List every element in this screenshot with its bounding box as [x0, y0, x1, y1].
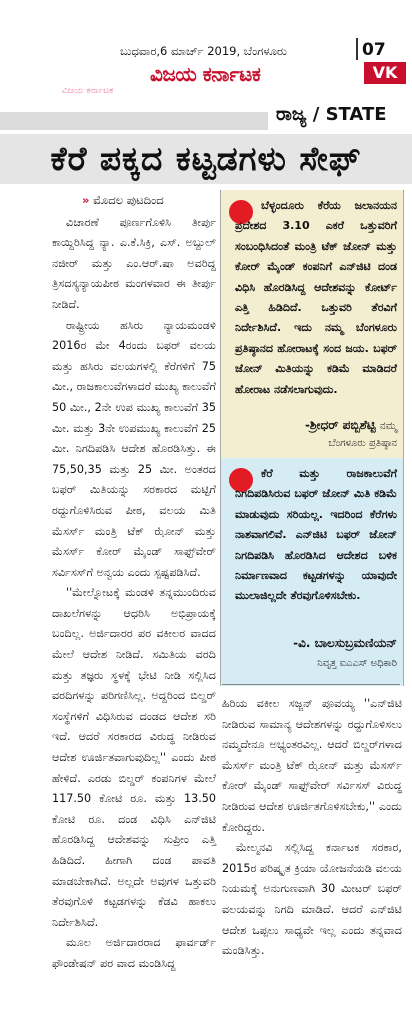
quote-author: -ಶ್ರೀಧರ್ ಪಬ್ಬಿಶೆಟ್ಟಿ — [304, 418, 376, 432]
quote-text: ಕೆರೆ ಮತ್ತು ರಾಜಕಾಲುವೆಗೆ ನಿಗದಿಪಡಿಸಿರುವ ಬಫರ್ ಜೋನ್ ಮಿತಿ ಕಡಿಮೆ ಮಾಡುವುದು ಸರಿಯಲ್ಲ. ಇದರಿಂದ ಕೆರೆಗಳು ನಾಶವಾಗಲಿವೆ. ಎನ್‌ಜಿಟಿ ಬಫರ್ ಜೋನ್ ನಿಗದಿಪಡಿಸಿ ಹೊರಡಿಸಿದ ಆದೇಶದ ಬಳಿಕ ನಿರ್ಮಾಣವಾದ ಕಟ್ಟಡಗಳನ್ನು ಯಾವುದೇ ಮುಲಾಜಿಲ್ಲದೇ ತೆರವುಗೊಳಿಸಬೇಕು. — [235, 467, 397, 603]
section-label: ರಾಜ್ಯ / STATE — [276, 104, 387, 125]
box-divider — [222, 684, 400, 685]
paragraph: ಹಿರಿಯ ವಕೀಲ ಸಜ್ಜನ್ ಪೂವಯ್ಯ ''ಎನ್‌ಜಿಟಿ ನೀಡಿರುವ ಸಾಮಾನ್ಯ ಆದೇಶಗಳನ್ನು ರದ್ದುಗೊಳಿಸಲು ನಮ್ಮದೇನೂ ಅಭ್ಯಂತರವಿಲ್ಲ. ಆದರೆ ಬಿಲ್ಡರ್‌ಗಳಾದ ಮೆಸರ್ಸ್ ಮಂತ್ರಿ ಟೆಕ್ ಝೋನ್ ಮತ್ತು ಮೆಸರ್ಸ್ ಕೋರ್ ಮೈಂಡ್ ಸಾಫ್ಟ್‌ವೇರ್ ಸರ್ವಿಸಸ್ ವಿರುದ್ಧ ನೀಡಿರುವ ಆದೇಶ ಊರ್ಜಿತಗೊಳಿಸಬೇಕು,'' ಎಂದು ಕೋರಿದ್ದರು. — [222, 697, 402, 834]
quote-byline: -ವಿ. ಬಾಲಸುಬ್ರಮಣಿಯನ್ — [293, 636, 397, 650]
continued-from-text: ಮೊದಲ ಪುಟದಿಂದ — [93, 193, 164, 207]
continued-marker: » — [82, 193, 90, 207]
masthead-logo: ವಿಜಯ ಕರ್ನಾಟಕ — [150, 62, 261, 86]
quote-author-suffix: ನಮ್ಮ — [379, 420, 397, 432]
paragraph: ರಾಷ್ಟ್ರೀಯ ಹಸಿರು ನ್ಯಾಯಮಂಡಳಿ 2016ರ ಮೇ 4ರಂದು ಬಫರ್ ವಲಯ ಮತ್ತು ಹಸಿರು ವಲಯಗಳಲ್ಲಿ ಕೆರೆಗಳಿಗೆ 75 ಮೀ., ರಾಜಕಾಲುವೆಗಳಾದರೆ ಮುಖ್ಯ ಕಾಲುವೆಗೆ 50 ಮೀ., 2ನೇ ಉಪ ಮುಖ್ಯ ಕಾಲುವೆಗೆ 35 ಮೀ. ಮತ್ತು 3ನೇ ಉಪಮುಖ್ಯ ಕಾಲುವೆಗೆ 25 ಮೀ. ನಿಗದಿಪಡಿಸಿ ಆದೇಶ ಹೊರಡಿಸಿತ್ತು. ಈ 75,50,35 ಮತ್ತು 25 ಮೀ. ಅಂತರದ ಬಫರ್ ಮಿತಿಯನ್ನು ಸರಕಾರದ ಮಟ್ಟಿಗೆ ರದ್ದುಗೊಳಿಸಿರುವ ಪೀಠ, ವಲಯ ಮಿತಿ ಮೆಸರ್ಸ್ ಮಂತ್ರಿ ಟೆಕ್ ಝೋನ್ ಮತ್ತು ಮೆಸರ್ಸ್ ಕೋರ್ ಮೈಂಡ್ ಸಾಫ್ಟ್‌ವೇರ್ ಸರ್ವಿಸಸ್‌ಗೆ ಅನ್ವಯ ಎಂದು ಸ್ಪಷ್ಟಪಡಿಸಿದೆ. — [52, 318, 216, 579]
paragraph: ವಿಚಾರಣೆ ಪೂರ್ಣಗೊಳಿಸಿ ತೀರ್ಪು ಕಾಯ್ದಿರಿಸಿದ್ದ ನ್ಯಾ. ಎ.ಕೆ.ಸಿಕ್ರಿ, ಎಸ್. ಅಬ್ದುಲ್ ನಜೀರ್ ಮತ್ತು ಎಂ.ಆರ್.ಷಾ ಅವರಿದ್ದ ತ್ರಿಸದಸ್ಯನ್ಯಾಯಪೀಠ ಮಂಗಳವಾರ ಈ ತೀರ್ಪು ನೀಡಿದೆ. — [52, 215, 216, 311]
headline: ಕೆರೆ ಪಕ್ಕದ ಕಟ್ಟಡಗಳು ಸೇಫ್ — [0, 134, 412, 184]
watermark: ವಿಜಯ ಕರ್ನಾಟಕ — [62, 86, 114, 96]
continued-from — [82, 190, 216, 211]
article-column-1 — [52, 188, 216, 975]
paragraph: ಮೂಲ ಅರ್ಜಿದಾರರಾದ ಫಾರ್ವರ್ಡ್ ಫೌಂಡೇಷನ್ ಪರ ವಾದ ಮಂಡಿಸಿದ್ದ — [52, 936, 216, 970]
quote-byline — [235, 418, 397, 433]
vk-logo-badge: VK — [364, 62, 406, 84]
quote-role: ಬೆಂಗಳೂರು ಪ್ರತಿಷ್ಠಾನ — [328, 438, 397, 449]
section-bar — [0, 112, 268, 130]
paragraph: ''ಮೇಲ್ನೋಟಕ್ಕೆ ಮಂಡಳಿ ತನ್ನಮುಂದಿರುವ ದಾಖಲೆಗಳನ್ನು ಆಧರಿಸಿ ಅಭಿಪ್ರಾಯಕ್ಕೆ ಬಂದಿಲ್ಲ. ಅರ್ಜಿದಾರರ ಪರ ವಕೀಲರ ವಾದದ ಮೇಲೆ ಆದೇಶ ನೀಡಿದೆ. ಸಮಿತಿಯ ವರದಿ ಮತ್ತು ತಜ್ಞರು ಸ್ಥಳಕ್ಕೆ ಭೇಟಿ ನೀಡಿ ಸಲ್ಲಿಸಿದ ವರದಿಗಳನ್ನು ಪರಿಗಣಿಸಿಲ್ಲ. ಅದ್ದರಿಂದ ಬಿಲ್ಡರ್ ಸಂಸ್ಥೆಗಳಿಗೆ ವಿಧಿಸಿರುವ ದಂಡದ ಆದೇಶ ಸರಿ ಇದೆ. ಆದರೆ ಸರಕಾರದ ವಿರುದ್ಧ ನೀಡಿರುವ ಆದೇಶ ಊರ್ಜಿತವಾಗುವುದಿಲ್ಲ'' ಎಂದು ಪೀಠ ಹೇಳಿದೆ. ಎರಡು ಬಿಲ್ಡರ್ ಕಂಪನಿಗಳ ಮೇಲೆ 117.50 ಕೋಟಿ ರೂ. ಮತ್ತು 13.50 ಕೋಟಿ ರೂ. ದಂಡ ವಿಧಿಸಿ ಎನ್‌ಜಿಟಿ ಹೊರಡಿಸಿದ್ದ ಆದೇಶವನ್ನು ಸುಪ್ರೀಂ ಎತ್ತಿ ಹಿಡಿದಿದೆ. ಹೀಗಾಗಿ ದಂಡ ಪಾವತಿ ಮಾಡಬೇಕಾಗಿದೆ. ಅಲ್ಲದೇ ಅವುಗಳ ಒತ್ತುವರಿ ತೆರವುಗೊಳಿ ಕಟ್ಟಡಗಳನ್ನು ಕೆಡವಿ ಹಾಕಲು ನಿರ್ದೇಶಿಸಿದೆ. — [52, 586, 216, 929]
page-number: 07 — [362, 40, 386, 60]
section-row — [0, 104, 412, 132]
dateline: ಬುಧವಾರ,6 ಮಾರ್ಚ್ 2019, ಬೆಂಗಳೂರು — [120, 44, 287, 58]
quote-box-2 — [220, 458, 404, 686]
paragraph: ಮೇಲ್ಮನವಿ ಸಲ್ಲಿಸಿದ್ದ ಕರ್ನಾಟಕ ಸರಕಾರ, 2015ರ ಪರಿಷ್ಕೃತ ಕ್ರಿಯಾ ಯೋಜನೆಯಡಿ ವಲಯ ನಿಯಮಕ್ಕೆ ಅನುಗುಣವಾಗಿ 30 ಮೀಟರ್ ಬಫರ್ ವಲಯವನ್ನು ನಿಗದಿ ಮಾಡಿದೆ. ಆದರೆ ಎನ್‌ಜಿಟಿ ಆದೇಶ ಒಪ್ಪಲು ಸಾಧ್ಯವೇ ಇಲ್ಲ ಎಂದು ತನ್ನವಾದ ಮಂಡಿಸಿತ್ತು. — [222, 841, 402, 958]
quote-text: ಬೆಳ್ಳಂದೂರು ಕೆರೆಯ ಜಲಾನಯನ ಪ್ರದೇಶದ 3.10 ಎಕರೆ ಒತ್ತುವರಿಗೆ ಸಂಬಂಧಿಸಿದಂತೆ ಮಂತ್ರಿ ಟೆಕ್ ಜೋನ್ ಮತ್ತು ಕೋರ್ ಮೈಂಡ್ ಕಂಪನಿಗೆ ಎನ್‌ಜಿಟಿ ದಂಡ ವಿಧಿಸಿ ಹೊರಡಿಸಿದ್ದ ಆದೇಶವನ್ನು ಕೋರ್ಟ್ ಎತ್ತಿ ಹಿಡಿದಿದೆ. ಒತ್ತುವರಿ ತೆರವಿಗೆ ನಿರ್ದೇಶಿಸಿದೆ. ಇದು ನಮ್ಮ ಬೆಂಗಳೂರು ಪ್ರತಿಷ್ಠಾನದ ಹೋರಾಟಕ್ಕೆ ಸಂದ ಜಯ. ಬಫರ್ ಜೋನ್ ಮಿತಿಯನ್ನು ಕಡಿಮೆ ಮಾಡಿದರೆ ಹೋರಾಟ ನಡೆಸಲಾಗುವುದು. — [235, 199, 397, 396]
page-divider-line — [356, 38, 358, 60]
article-column-2 — [222, 694, 402, 962]
quote-role: ನಿವೃತ್ತ ಐಎಎಸ್ ಅಧಿಕಾರಿ — [317, 658, 397, 669]
